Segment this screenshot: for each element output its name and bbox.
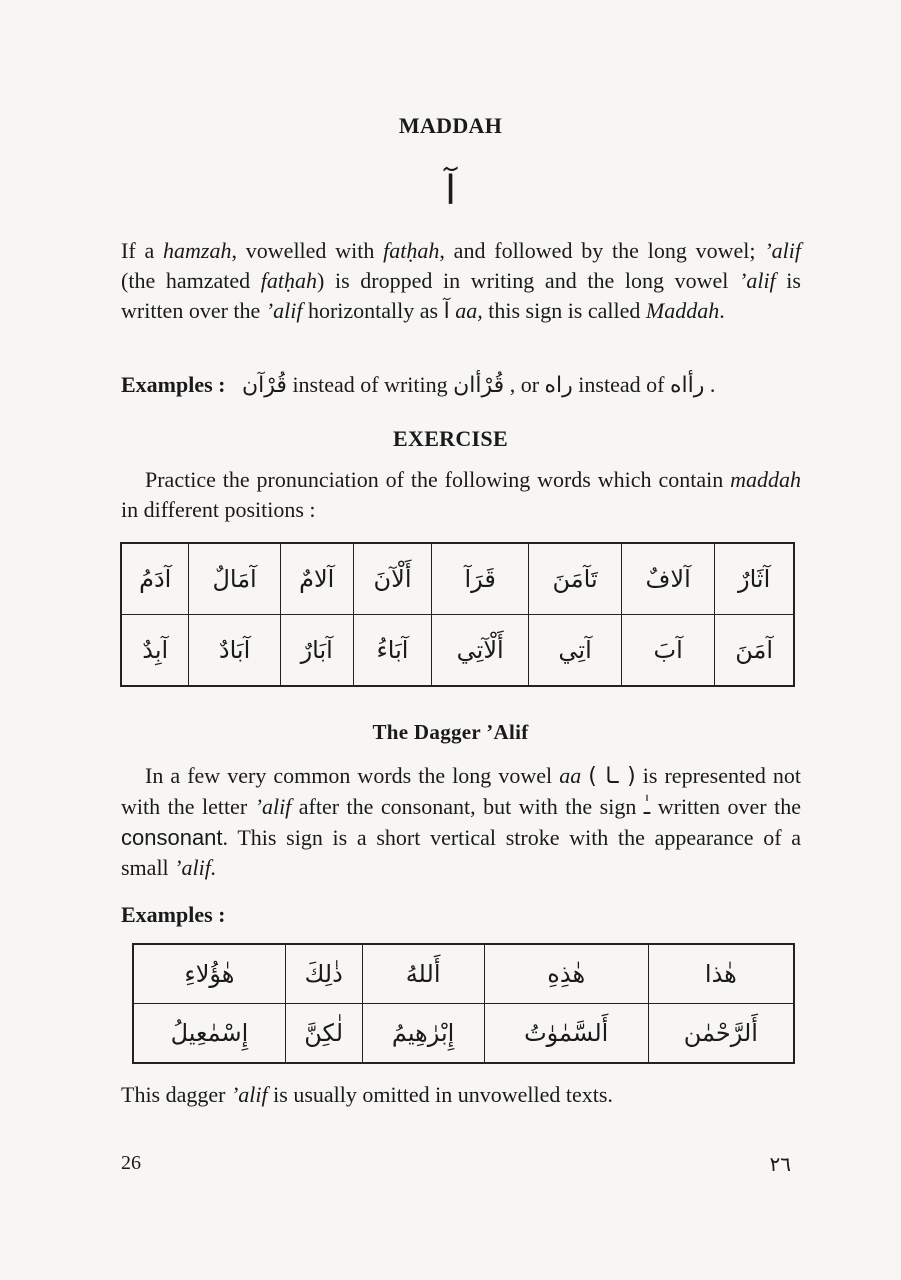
dagger-alif-paragraph: In a few very common words the long vowel aa ( ـا ) is represented not with the letter ’alif after the consonant, but with the sign ـٰ written over the consonant. This sign is a short vertical stroke with the appearance of a small ’alif.	[121, 763, 802, 880]
example-word: قُرْآن	[242, 373, 287, 398]
exercise-intro: Practice the pronunciation of the following words which contain maddah in different positions :	[121, 467, 801, 522]
word-cell: تَآمَنَ	[529, 543, 622, 615]
maddah-glyph: آ	[444, 168, 457, 214]
word-cell: أَللهُ	[362, 944, 484, 1004]
word-cell: آدَمُ	[121, 543, 189, 615]
example-word: راه	[544, 373, 573, 398]
word-cell: آبَ	[622, 615, 715, 687]
word-cell: أَلرَّحْمٰن	[648, 1004, 794, 1064]
table-row	[133, 944, 794, 1004]
examples-label: Examples :	[121, 372, 226, 397]
example-word: قُرْأان	[453, 373, 505, 398]
word-cell: لٰكِنَّ	[285, 1004, 362, 1064]
word-cell: هٰذِهِ	[484, 944, 648, 1004]
word-cell: آلافٌ	[622, 543, 715, 615]
word-cell: آتِي	[529, 615, 622, 687]
word-cell: أَلْآتِي	[432, 615, 529, 687]
word-cell: هٰؤُلاءِ	[133, 944, 285, 1004]
page-number-right: ٢٦	[769, 1152, 791, 1176]
maddah-words-table	[120, 542, 795, 687]
table-row	[121, 543, 794, 615]
word-cell: آمَنَ	[715, 615, 794, 687]
maddah-heading: MADDAH	[398, 113, 503, 138]
word-cell: آبَارٌ	[280, 615, 353, 687]
word-cell: أَلسَّمٰوٰتُ	[484, 1004, 648, 1064]
table-row	[121, 615, 794, 687]
example-word: رأاه	[669, 373, 705, 398]
word-cell: ذٰلِكَ	[285, 944, 362, 1004]
word-cell: إِبْرٰهِيمُ	[362, 1004, 484, 1064]
word-cell: قَرَآ	[432, 543, 529, 615]
maddah-examples-line: Examples : قُرْآن instead of writing قُرْأان , or راه instead of رأاه .	[121, 372, 716, 398]
table-row	[133, 1004, 794, 1064]
word-cell: أَلْآنَ	[353, 543, 432, 615]
word-cell: هٰذا	[648, 944, 794, 1004]
word-cell: آثَارٌ	[715, 543, 794, 615]
word-cell: آبَادٌ	[189, 615, 280, 687]
word-cell: آمَالٌ	[189, 543, 280, 615]
dagger-examples-label: Examples :	[121, 902, 226, 927]
page-number-left: 26	[121, 1152, 141, 1174]
word-cell: آبِدٌ	[121, 615, 189, 687]
dagger-alif-heading: The Dagger ’Alif	[372, 720, 529, 744]
exercise-heading: EXERCISE	[393, 426, 508, 451]
maddah-paragraph: If a hamzah, vowelled with fatḥah, and followed by the long vowel; ’alif (the hamzated fatḥah) is dropped in writing and the long vowel ’alif is written over the ’alif horizontally as آ aa, this sign is called Maddah.	[121, 238, 801, 324]
word-cell: آبَاءُ	[353, 615, 432, 687]
word-cell: آلامٌ	[280, 543, 353, 615]
word-cell: إِسْمٰعِيلُ	[133, 1004, 285, 1064]
dagger-words-table	[132, 943, 795, 1064]
dagger-note: This dagger ’alif is usually omitted in unvowelled texts.	[121, 1082, 613, 1107]
